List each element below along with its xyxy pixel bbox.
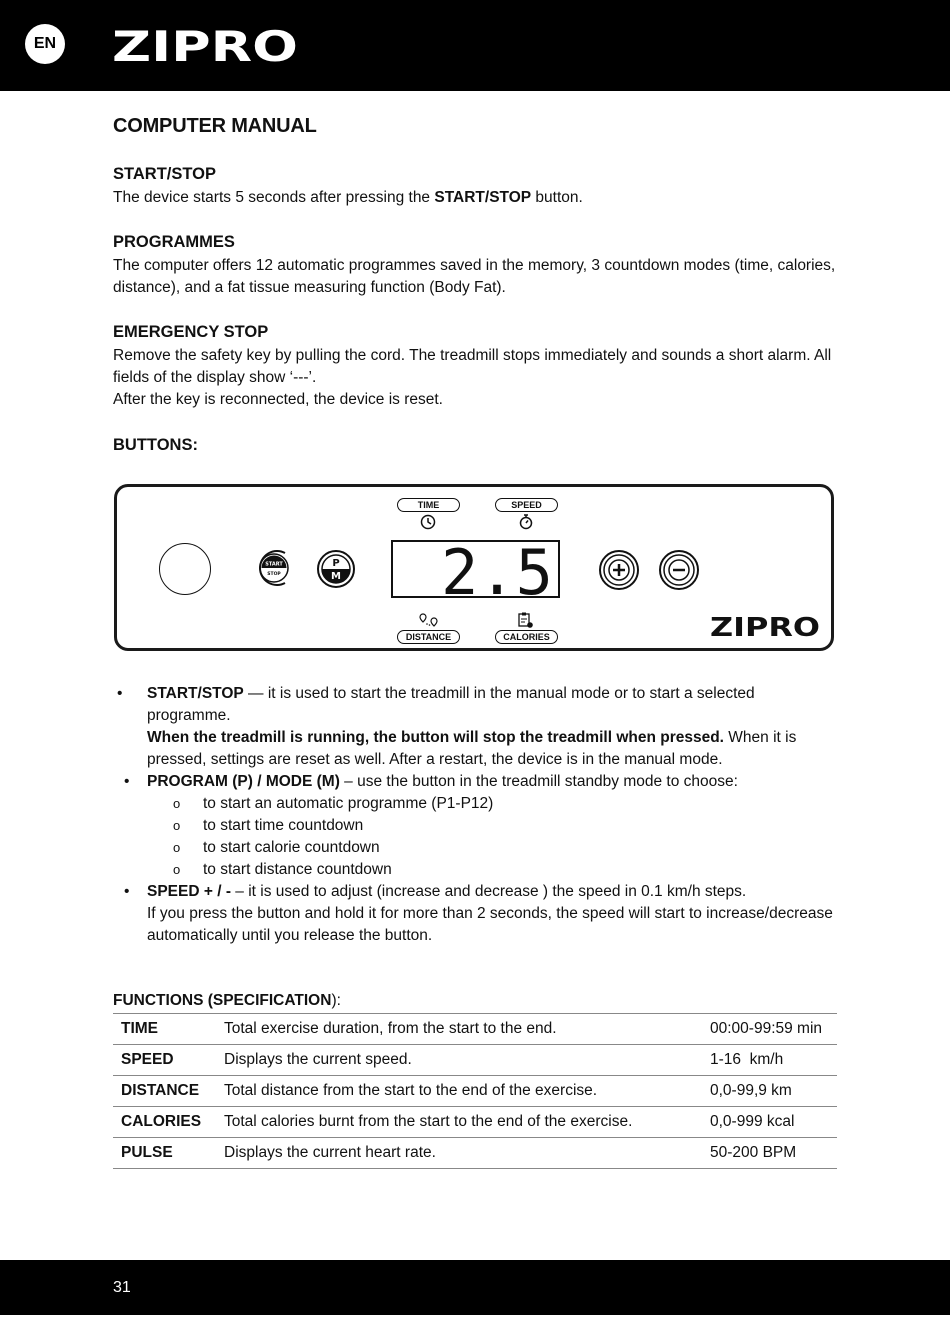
functions-spec-table: [113, 1013, 837, 1169]
table-row: [113, 1107, 837, 1138]
table-cell-range: 00:00-99:59 min: [702, 1014, 837, 1045]
distance-label: DISTANCE: [397, 630, 460, 644]
sub-bullet-symbol: o: [173, 862, 181, 877]
page-header: [0, 0, 950, 91]
table-row: [113, 1014, 837, 1045]
bullet-bold-text: When the treadmill is running, the button will stop the treadmill when pressed.: [147, 729, 724, 746]
sub-bullet-symbol: o: [173, 840, 181, 855]
sub-item-text: to start calorie countdown: [203, 839, 380, 856]
panel-zipro-logo: [710, 615, 822, 639]
speed-minus-button: [658, 549, 700, 591]
safety-key-socket: [159, 543, 211, 595]
functions-title-tail: ):: [331, 992, 341, 1009]
bullet-symbol: •: [124, 773, 130, 790]
bullet-text: — it is used to start the treadmill in the manual mode or to start a selected programme.: [147, 685, 755, 724]
sub-list-item: [113, 815, 838, 837]
time-label: TIME: [397, 498, 460, 512]
start-stop-button: [255, 548, 295, 588]
clock-icon: [420, 514, 436, 530]
svg-text:START: START: [265, 561, 283, 568]
table-row: [113, 1138, 837, 1169]
stopwatch-icon: [518, 513, 534, 530]
bullet-text: – it is used to adjust (increase and decrease ) the speed in 0.1 km/h steps.: [231, 883, 747, 900]
svg-text:2.5: 2.5: [441, 542, 553, 596]
table-cell-desc: Displays the current heart rate.: [216, 1138, 702, 1169]
sub-item-text: to start time countdown: [203, 817, 364, 834]
section-start-stop-text: [113, 187, 838, 209]
bullet-symbol: •: [117, 685, 123, 702]
sub-item-text: to start an automatic programme (P1-P12): [203, 795, 494, 812]
table-cell-name: TIME: [113, 1014, 216, 1045]
bullet-label: START/STOP: [147, 685, 244, 702]
bullet-text: – use the button in the treadmill standby mode to choose:: [339, 773, 738, 790]
table-cell-range: 0,0-99,9 km: [702, 1076, 837, 1107]
table-cell-desc: Total calories burnt from the start to the end of the exercise.: [216, 1107, 702, 1138]
calories-label: CALORIES: [495, 630, 558, 644]
table-cell-name: DISTANCE: [113, 1076, 216, 1107]
section-emergency-heading: EMERGENCY STOP: [113, 323, 269, 341]
sub-item-text: to start distance countdown: [203, 861, 392, 878]
bullet-label: SPEED + / -: [147, 883, 231, 900]
speed-label: SPEED: [495, 498, 558, 512]
bullet-label: PROGRAM (P) / MODE (M): [147, 773, 340, 790]
section-programmes-text: The computer offers 12 automatic programmes saved in the memory, 3 countdown modes (time, calories, distance), and a fat tissue measuring function (Body Fat).: [113, 257, 836, 296]
table-cell-desc: Total exercise duration, from the start to the end.: [216, 1014, 702, 1045]
page-number: 31: [113, 1279, 131, 1296]
table-cell-desc: Total distance from the start to the end of the exercise.: [216, 1076, 702, 1107]
bullet-text: When it is pressed, settings are reset as well. After a restart, the device is in the manual mode.: [147, 729, 797, 768]
page-footer: [0, 1260, 950, 1315]
table-cell-name: PULSE: [113, 1138, 216, 1169]
sub-bullet-symbol: o: [173, 796, 181, 811]
section-emergency-text-2: After the key is reconnected, the device is reset.: [113, 391, 443, 408]
language-badge: EN: [25, 24, 65, 64]
list-item-start-stop: [113, 683, 838, 771]
functions-title-bold: FUNCTIONS (SPECIFICATION: [113, 992, 332, 1009]
speed-display: [391, 540, 560, 598]
list-item-speed: [113, 881, 838, 947]
table-cell-name: CALORIES: [113, 1107, 216, 1138]
text-segment: button.: [531, 189, 583, 206]
distance-pins-icon: [418, 613, 440, 628]
display-digits: [393, 542, 558, 596]
svg-text:M: M: [331, 571, 341, 582]
section-start-stop-heading: START/STOP: [113, 165, 216, 183]
zipro-logo: [112, 28, 302, 64]
program-mode-button: [316, 549, 356, 589]
text-segment: The device starts 5 seconds after pressing the: [113, 189, 435, 206]
buttons-description-list: [113, 683, 838, 947]
bullet-symbol: •: [124, 883, 130, 900]
svg-text:ZIPRO: ZIPRO: [112, 28, 298, 64]
section-buttons-heading: BUTTONS:: [113, 436, 198, 454]
svg-text:ZIPRO: ZIPRO: [710, 615, 820, 639]
table-row: [113, 1076, 837, 1107]
sub-bullet-symbol: o: [173, 818, 181, 833]
sub-list-item: [113, 859, 838, 881]
svg-text:P: P: [332, 558, 340, 569]
table-cell-range: 0,0-999 kcal: [702, 1107, 837, 1138]
section-emergency-text-1: Remove the safety key by pulling the cord. The treadmill stops immediately and sounds a short alarm. All fields of the display show ‘---’.: [113, 347, 832, 386]
page-title: COMPUTER MANUAL: [113, 115, 317, 137]
bullet-text: If you press the button and hold it for more than 2 seconds, the speed will start to increase/decrease automatically until you release the button.: [147, 905, 833, 944]
table-row: [113, 1045, 837, 1076]
sub-list-item: [113, 793, 838, 815]
functions-title: [113, 992, 341, 1010]
console-panel-illustration: [114, 484, 834, 651]
svg-text:STOP: STOP: [267, 572, 281, 577]
table-cell-desc: Displays the current speed.: [216, 1045, 702, 1076]
table-cell-name: SPEED: [113, 1045, 216, 1076]
section-programmes-heading: PROGRAMMES: [113, 233, 235, 251]
list-item-program-mode: [113, 771, 838, 793]
table-cell-range: 1-16 km/h: [702, 1045, 837, 1076]
calories-clipboard-icon: [517, 612, 535, 628]
speed-plus-button: [598, 549, 640, 591]
table-cell-range: 50-200 BPM: [702, 1138, 837, 1169]
text-bold-segment: START/STOP: [434, 189, 532, 206]
sub-list-item: [113, 837, 838, 859]
